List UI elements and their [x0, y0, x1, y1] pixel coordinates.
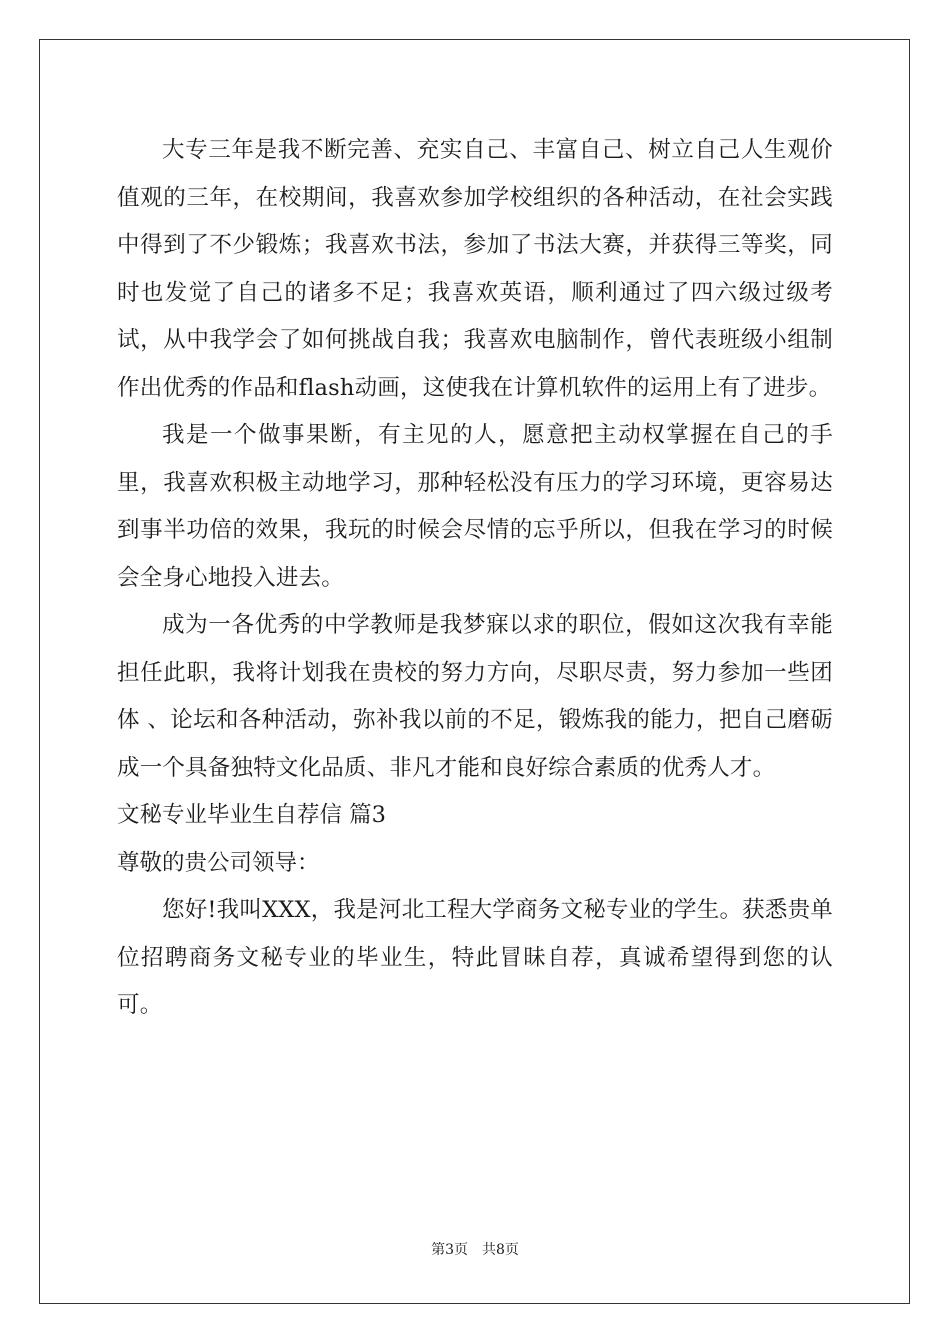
page-footer — [0, 1240, 950, 1260]
document-body — [117, 127, 833, 1030]
paragraph-college-years: 大专三年是我不断完善、充实自己、丰富自己、树立自己人生观价值观的三年，在校期间，我喜欢参加学校组织的各种活动，在社会实践中得到了不少锻炼；我喜欢书法，参加了书法大赛，并获得三等奖，同时也发觉了自己的诸多不足；我喜欢英语，顺利通过了四六级过级考试，从中我学会了如何挑战自我；我喜欢电脑制作，曾代表班级小组制作出优秀的作品和flash动画，这使我在计算机软件的运用上有了进步。 — [117, 137, 833, 401]
page-number-total: 共8页 — [482, 1242, 519, 1258]
paragraph-career-goal: 成为一各优秀的中学教师是我梦寐以求的职位，假如这次我有幸能担任此职，我将计划我在贵校的努力方向，尽职尽责，努力参加一些团体 、论坛和各种活动，弥补我以前的不足，锻炼我的能力，把自己磨砺成一个具备独特文化品质、非凡才能和良好综合素质的优秀人才。 — [117, 612, 833, 781]
paragraph-opening: 您好!我叫XXX，我是河北工程大学商务文秘专业的学生。获悉贵单位招聘商务文秘专业的毕业生，特此冒昧自荐，真诚希望得到您的认可。 — [117, 897, 833, 1018]
salutation: 尊敬的贵公司领导： — [117, 849, 320, 876]
section-title: 文秘专业毕业生自荐信 篇3 — [117, 802, 386, 828]
page-number-current: 第3页 — [431, 1242, 468, 1258]
paragraph-personality: 我是一个做事果断，有主见的人，愿意把主动权掌握在自己的手里，我喜欢积极主动地学习，那种轻松没有压力的学习环境，更容易达到事半功倍的效果，我玩的时候会尽情的忘乎所以，但我在学习的时候会全身心地投入进去。 — [117, 422, 833, 591]
